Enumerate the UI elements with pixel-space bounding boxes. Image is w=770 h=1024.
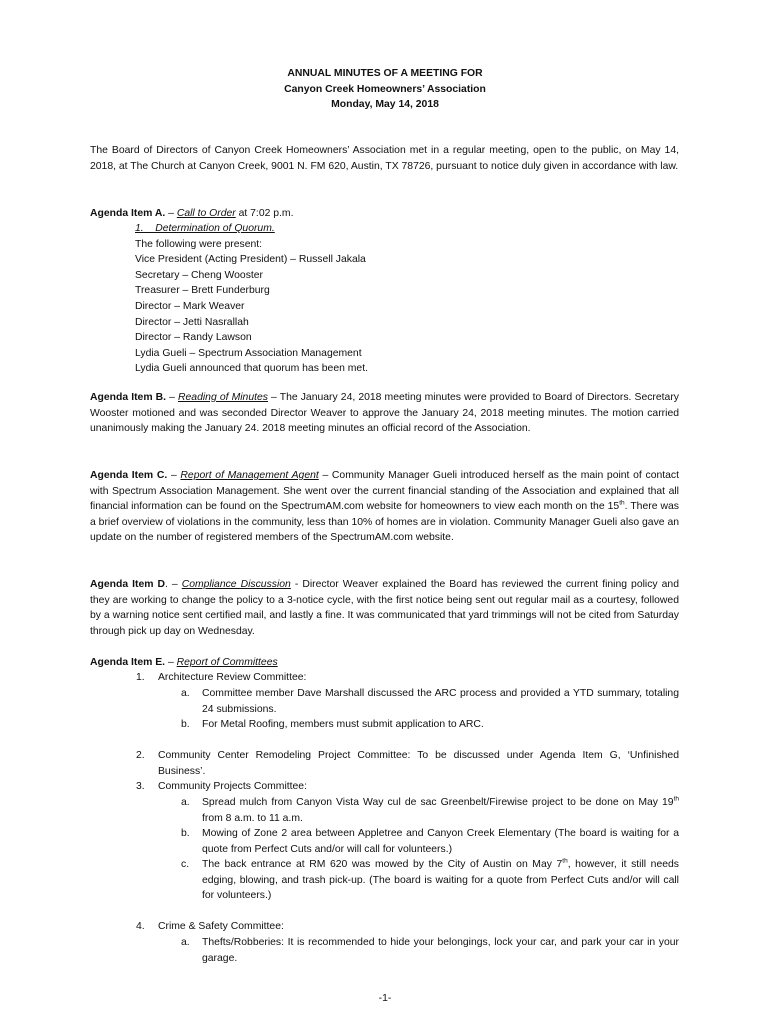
agenda-item-c-text: – Community Manager Gueli introduced herself as the main point of contact with Spectrum Association Management. She went over the current financial standing of the Association and explained that all financial information can be found on the SpectrumAM.com website for homeowners to view each month on the 15 xyxy=(90,470,679,513)
present-item: Lydia Gueli – Spectrum Association Management xyxy=(135,347,362,359)
agenda-item-e-dash: – xyxy=(165,657,177,668)
agenda-item-d-dash: . – xyxy=(165,579,182,590)
committee-title: Architecture Review Committee: xyxy=(158,672,307,683)
agenda-item-e-label: Agenda Item E. xyxy=(90,657,166,668)
header-association: Canyon Creek Homeowners’ Association xyxy=(284,83,486,95)
item-letter: a. xyxy=(181,688,190,699)
agenda-item-d-label: Agenda Item D xyxy=(90,579,165,590)
item-text-b: from 8 a.m. to 11 a.m. xyxy=(202,812,303,824)
agenda-item-d xyxy=(90,577,679,639)
agenda-item-a-title: Call to Order xyxy=(176,208,236,219)
item-text: For Metal Roofing, members must submit application to ARC. xyxy=(202,719,484,730)
agenda-item-a-dash: – xyxy=(165,208,177,219)
committee-title: Community Center Remodeling Project Committee: To be discussed under Agenda Item G, ‘Unfinished Business’. xyxy=(158,750,679,777)
present-item: Director – Randy Lawson xyxy=(135,332,252,344)
item-text-sup: th xyxy=(562,857,568,865)
agenda-item-d-text: - Director Weaver explained the Board has reviewed the current fining policy and they are working to change the policy to a 3-notice cycle, with the first notice being sent out regular mail as a courtesy, followed by a warning notice sent certified mail, and lastly a fine. It was communicated that yard trimmings will not be cited from Saturday through pick up day on Wednesday. xyxy=(90,579,679,637)
agenda-item-a-label: Agenda Item A. xyxy=(90,208,166,219)
present-intro: The following were present: xyxy=(135,238,263,250)
item-text xyxy=(202,857,679,904)
item-letter: a. xyxy=(181,797,190,808)
committee-number: 3. xyxy=(136,781,145,792)
item-text: Committee member Dave Marshall discussed the ARC process and provided a YTD summary, totaling 24 submissions. xyxy=(202,688,679,715)
intro-paragraph: The Board of Directors of Canyon Creek Homeowners’ Association met in a regular meeting, open to the public, on May 14, 2018, at The Church at Canyon Creek, 9001 N. FM 620, Austin, TX 78726, pursuant to notice duly given in accordance with law. xyxy=(90,145,679,172)
item-letter: a. xyxy=(181,937,190,948)
item-text-sup: th xyxy=(673,795,679,803)
agenda-item-c-sup: th xyxy=(619,499,625,507)
page-number: -1- xyxy=(378,993,392,1004)
present-item: Treasurer – Brett Funderburg xyxy=(135,285,270,297)
present-item: Secretary – Cheng Wooster xyxy=(135,269,264,281)
committee-title: Community Projects Committee: xyxy=(158,781,307,792)
item-letter: b. xyxy=(181,719,190,730)
item-text-b: , however, it still needs edging, blowing, and trash pick-up. (The board is waiting for a quote from Perfect Cuts and/or will call for volunteers.) xyxy=(202,859,679,902)
agenda-item-a-time: at 7:02 p.m. xyxy=(235,208,294,219)
item-text xyxy=(202,795,679,826)
agenda-item-d-title: Compliance Discussion xyxy=(181,579,291,590)
item-text: Mowing of Zone 2 area between Appletree and Canyon Creek Elementary (The board is waiting for a quote from Perfect Cuts and/or will call for volunteers.) xyxy=(202,828,679,855)
agenda-item-b-title: Reading of Minutes xyxy=(178,392,268,403)
quorum-section xyxy=(135,221,535,377)
item-letter: b. xyxy=(181,828,190,839)
item-letter: c. xyxy=(181,859,190,870)
present-item: Director – Jetti Nasrallah xyxy=(135,316,249,328)
quorum-heading: 1. Determination of Quorum. xyxy=(135,223,275,234)
agenda-item-c xyxy=(90,468,679,546)
agenda-item-b-dash: – xyxy=(166,392,179,403)
header-date: Monday, May 14, 2018 xyxy=(331,99,439,110)
agenda-item-c-title: Report of Management Agent xyxy=(180,470,319,481)
agenda-item-e xyxy=(90,655,278,671)
agenda-item-c-label: Agenda Item C. xyxy=(90,470,168,481)
committee-title: Crime & Safety Committee: xyxy=(158,921,284,932)
item-text-a: The back entrance at RM 620 was mowed by the City of Austin on May 7 xyxy=(202,859,563,870)
agenda-item-b xyxy=(90,390,679,437)
document-header xyxy=(0,66,770,113)
committee-number: 4. xyxy=(136,921,145,932)
agenda-item-e-title: Report of Committees xyxy=(176,657,278,668)
item-text: Thefts/Robberies: It is recommended to hide your belongings, lock your car, and park your car in your garage. xyxy=(202,937,679,964)
present-item: Vice President (Acting President) – Russell Jakala xyxy=(135,254,366,266)
committee-number: 2. xyxy=(136,750,145,761)
agenda-item-a xyxy=(90,206,293,222)
agenda-item-c-text-b: . There was a brief overview of violations in the community, less than 10% of homes are in violation. Community Manager Gueli also gave an update on the number of registered members of the SpectrumAM.com website. xyxy=(90,501,679,544)
present-item: Lydia Gueli announced that quorum has been met. xyxy=(135,363,368,375)
item-text-a: Spread mulch from Canyon Vista Way cul de sac Greenbelt/Firewise project to be done on May 19 xyxy=(202,797,674,808)
header-title: ANNUAL MINUTES OF A MEETING FOR xyxy=(287,68,483,79)
present-item: Director – Mark Weaver xyxy=(135,300,245,312)
agenda-item-b-text: – The January 24, 2018 meeting minutes were provided to Board of Directors. Secretary Wooster motioned and was seconded Director Weaver to approve the January 24, 2018 meeting minutes. The motion carried unanimously making the January 24. 2018 meeting minutes an official record of the Association. xyxy=(90,392,679,435)
agenda-item-b-label: Agenda Item B. xyxy=(90,392,167,403)
agenda-item-c-dash: – xyxy=(167,470,181,481)
committee-number: 1. xyxy=(136,672,145,683)
